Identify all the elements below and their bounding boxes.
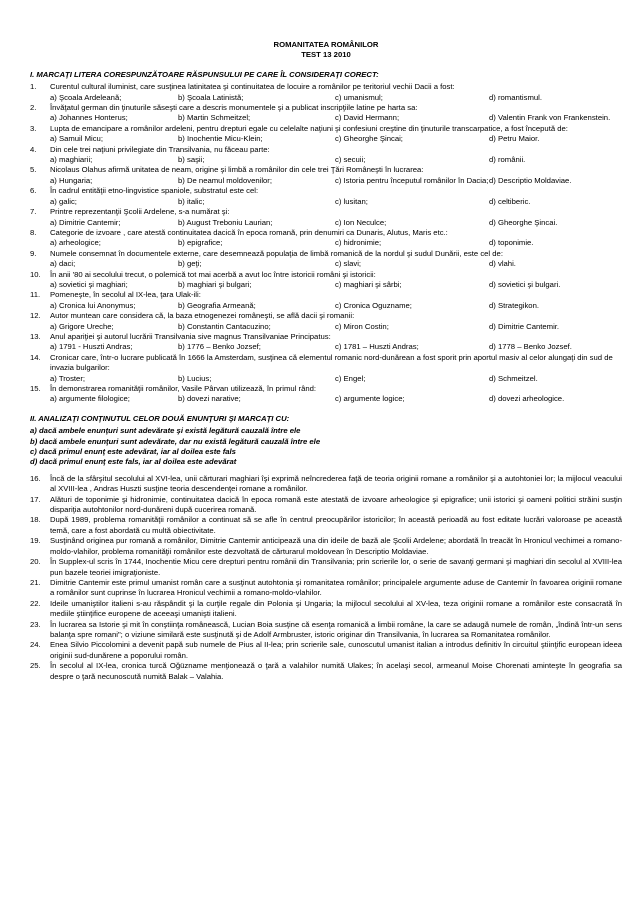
answer-option: b) saşii; <box>178 155 205 165</box>
answer-options <box>50 280 622 290</box>
statement-text: În lucrarea sa Istorie şi mit în conştiinţa românească, Lucian Boia susţine că esenţa romanică a limbii române, la care se adaugă numele de român, „îndină într-un sens balanţa spre romani"; o viziune similară este susţinută şi de Adolf Armbruster, istoric originar din Transilvania, în lucrarea sa Romanitatea românilor. <box>50 619 622 639</box>
statement-text: Ideile umaniştilor italieni s-au răspândit şi la curţile regale din Polonia şi Ungaria; la mijlocul secolului al XV-lea, teza originii romane a românilor este consacrată în mediile ştiinţifice europene de aceeaşi umanişti italieni. <box>50 598 622 619</box>
question-body <box>50 103 622 124</box>
statement-item <box>30 661 622 682</box>
question-number: 7. <box>30 207 37 217</box>
question-item <box>30 82 622 103</box>
answer-option: c) umanismul; <box>335 92 383 102</box>
answer-option: d) vlahi. <box>489 259 516 269</box>
question-number: 10. <box>30 269 41 279</box>
answer-option: c) Cronica Oguzname; <box>335 300 412 310</box>
question-text: În cadrul entităţii etno-lingvistice spaniole, substratul este cel: <box>50 186 259 196</box>
statement-text: În secolul al IX-lea, cronica turcă Oğüzname menţionează o ţară a valahilor numită Ulakes; în acelaşi secol, armeanul Moise Chorenati aminteşte în geografia sa despre o ţară necunoscută numită Balak – Valahia. <box>50 661 622 681</box>
answer-option: c) Engel; <box>335 373 366 383</box>
question-item <box>30 207 622 228</box>
answer-option: d) toponimie. <box>489 238 534 248</box>
answer-option: c) lusitan; <box>335 196 368 206</box>
question-item <box>30 332 622 353</box>
question-text: Anul apariţiei şi autorul lucrării Transilvania sive magnus Transilvaniae Principatus: <box>50 331 331 341</box>
answer-option: d) Valentin Frank von Frankenstein. <box>489 113 611 123</box>
answer-option: b) Lucius; <box>178 373 212 383</box>
legend-line: b) dacă ambele enunţuri sunt adevărate, dar nu există legătură cauzală între ele <box>30 436 321 446</box>
answer-option: c) argumente logice; <box>335 394 405 404</box>
answer-option: a) Şcoala Ardeleană; <box>50 92 122 102</box>
question-item <box>30 124 622 145</box>
answer-option: a) Dimitrie Cantemir; <box>50 217 121 227</box>
answer-option: a) Hungaria; <box>50 175 93 185</box>
answer-options <box>50 218 622 228</box>
answer-options <box>50 374 622 384</box>
answer-option: a) Troster; <box>50 373 86 383</box>
answer-option: b) Geografia Armeană; <box>178 300 256 310</box>
answer-options <box>50 176 622 186</box>
question-item <box>30 290 622 311</box>
question-text: În demonstrarea romanităţii românilor, Vasile Pârvan utilizează, în primul rând: <box>50 384 317 393</box>
answer-option: d) dovezi arheologice. <box>489 394 565 404</box>
question-item <box>30 228 622 249</box>
statement-number: 19. <box>30 536 41 546</box>
answer-option: a) maghiarii; <box>50 155 93 165</box>
question-item <box>30 270 622 291</box>
statement-number: 17. <box>30 494 41 504</box>
question-item <box>30 165 622 186</box>
statement-text: În Supplex-ul scris în 1744, Inochentie Micu cere drepturi pentru românii din Transilvania; prin scrierile lor, o serie de savanţi germani şi maghiari din secolul al XVIII-lea pun bazele teoriei imigraţioniste. <box>50 557 622 577</box>
document <box>30 40 622 682</box>
answer-option: c) Ion Neculce; <box>335 217 387 227</box>
statement-item <box>30 495 622 516</box>
answer-option: b) italic; <box>178 196 205 206</box>
answer-option: a) galic; <box>50 196 77 206</box>
answer-option: c) Miron Costin; <box>335 321 389 331</box>
answer-option: d) Descriptio Moldaviae. <box>489 175 572 185</box>
answer-option: b) August Treboniu Laurian; <box>178 217 273 227</box>
legend-line: a) dacă ambele enunţuri sunt adevărate şi există legătură cauzală între ele <box>30 426 301 436</box>
statement-item <box>30 536 622 557</box>
answer-option: a) arheologice; <box>50 238 101 248</box>
question-number: 4. <box>30 144 37 154</box>
answer-option: a) Cronica lui Anonymus; <box>50 300 136 310</box>
section2-statements <box>30 474 622 682</box>
question-text: Numele consemnat în documentele externe, care desemnează populaţia de limbă romanică de la nordul şi sudul Dunării, este cel de: <box>50 248 503 258</box>
statement-number: 25. <box>30 661 41 671</box>
question-body <box>50 82 622 103</box>
question-number: 9. <box>30 248 37 258</box>
answer-option: c) slavi; <box>335 259 362 269</box>
question-number: 3. <box>30 123 37 133</box>
answer-options <box>50 113 622 123</box>
question-body <box>50 384 622 405</box>
answer-options <box>50 301 622 311</box>
answer-option: b) Şcoala Latinistă; <box>178 92 244 102</box>
answer-option: a) Grigore Ureche; <box>50 321 114 331</box>
answer-option: d) Strategikon. <box>489 300 539 310</box>
question-text: Autor muntean care considera că, la baza etnogenezei româneşti, se află dacii şi romanii: <box>50 311 355 321</box>
section2-heading: II. ANALIZAŢI CONŢINUTUL CELOR DOUĂ ENUNŢURI ŞI MARCAŢI CU: <box>30 413 290 423</box>
answer-options <box>50 259 622 269</box>
doc-title: ROMANITATEA ROMÂNILOR <box>273 40 379 49</box>
statement-text: După 1989, problema romanităţii românilor a continuat să se afle în centrul preocupărilor istoricilor; în această perioadă au fost editate lucrări valoroase pe această temă, care a fost abordată cu multă obiectivitate. <box>50 515 622 535</box>
statement-text: Încă de la sfârşitul secolului al XVI-lea, unii cărturari maghiari îşi exprimă neîncrederea faţă de teoria originii romane a românilor şi a autohtoniei lor; la mijlocul veacului al XVIII-lea , Andras Huszti susţine teoria descendenţei romane a românilor. <box>50 473 622 494</box>
question-text: Învăţatul german din ţinuturile săseşti care a descris monumentele şi a publicat inscripţiile latine pe harta sa: <box>50 103 418 113</box>
statement-number: 20. <box>30 557 41 567</box>
legend-line: c) dacă primul enunţ este adevărat, iar al doilea este fals <box>30 447 236 457</box>
question-body <box>50 186 622 207</box>
answer-options <box>50 134 622 144</box>
question-item <box>30 186 622 207</box>
question-item <box>30 249 622 270</box>
question-text: Pomeneşte, în secolul al IX-lea, ţara Ulak-ili: <box>50 290 201 300</box>
statement-item <box>30 515 622 536</box>
question-body <box>50 145 622 166</box>
question-body <box>50 249 622 270</box>
question-body <box>50 228 622 249</box>
question-number: 14. <box>30 352 41 362</box>
answer-option: a) Samuil Micu; <box>50 134 103 144</box>
question-number: 5. <box>30 165 37 175</box>
statement-item <box>30 620 622 641</box>
question-number: 1. <box>30 82 37 92</box>
answer-option: b) Inochentie Micu-Klein; <box>178 134 263 144</box>
question-number: 8. <box>30 227 37 237</box>
answer-option: a) Johannes Honterus; <box>50 113 128 123</box>
question-number: 13. <box>30 331 41 341</box>
answer-options <box>50 197 622 207</box>
answer-option: d) Dimitrie Cantemir. <box>489 321 560 331</box>
answer-option: a) sovietici şi maghiari; <box>50 279 128 289</box>
question-text: Curentul cultural iluminist, care susţinea latinitatea şi continuitatea de locuire a românilor pe teritoriul vechii Dacii a fost: <box>50 82 455 92</box>
statement-text: Enea Silvio Piccolomini a devenit papă sub numele de Pius al II-lea; prin scrierile sale, cunoscutul umanist italian a introdus definitiv în circuitul ştiinţific european ideea originii sud-dunărene a poporului român. <box>50 640 622 660</box>
answer-option: b) Constantin Cantacuzino; <box>178 321 271 331</box>
question-text: Printre reprezentanţii Şcolii Ardelene, s-a numărat şi: <box>50 207 230 217</box>
answer-option: c) 1781 – Huszti Andras; <box>335 342 419 352</box>
question-body <box>50 290 622 311</box>
answer-options <box>50 322 622 332</box>
question-body <box>50 353 622 384</box>
statement-number: 22. <box>30 598 41 608</box>
answer-option: d) Gheorghe Şincai. <box>489 217 558 227</box>
statement-number: 18. <box>30 515 41 525</box>
question-body <box>50 270 622 291</box>
answer-option: b) 1776 – Benko Jozsef; <box>178 342 261 352</box>
question-number: 2. <box>30 103 37 113</box>
question-text: Cronicar care, într-o lucrare publicată în 1666 la Amsterdam, susţinea că elementul romanic nord-dunărean a fost sporit prin aportul masiv al celor alungaţi din sud de invazia bulgarilor: <box>50 352 613 373</box>
answer-option: c) secuii; <box>335 155 366 165</box>
question-text: Categorie de izvoare , care atestă continuitatea dacică în epoca romană, prin denumiri ca Dunaris, Alutus, Maris etc.: <box>50 227 448 237</box>
question-item <box>30 384 622 405</box>
statement-number: 16. <box>30 473 41 483</box>
answer-option: b) geţi; <box>178 259 202 269</box>
doc-subtitle: TEST 13 2010 <box>301 50 351 60</box>
answer-option: b) dovezi narative; <box>178 394 241 404</box>
question-text: Lupta de emancipare a românilor ardeleni, pentru drepturi egale cu celelalte naţiuni şi confesiuni creştine din ţinuturile transcarpatice, a fost începută de: <box>50 123 568 133</box>
question-body <box>50 207 622 228</box>
answer-option: d) 1778 – Benko Jozsef. <box>489 342 572 352</box>
statement-item <box>30 640 622 661</box>
answer-option: d) Schmeitzel. <box>489 373 538 383</box>
answer-option: a) daci; <box>50 259 76 269</box>
question-number: 11. <box>30 290 41 300</box>
statement-text: Susţinând originea pur romană a românilor, Dimitrie Cantemir anticipează una din ideile de bază ale Şcolii Ardelene; abordată în treacăt în Hronicul vechimei a romano-moldo-vlahilor, problema romanităţii românilor este dezvoltată de cărturarul moldovean în Descriptio Moldaviae. <box>50 536 622 556</box>
section2-legend <box>30 426 622 468</box>
statement-number: 24. <box>30 640 41 650</box>
question-body <box>50 332 622 353</box>
question-body <box>50 124 622 145</box>
statement-number: 21. <box>30 577 41 587</box>
answer-option: d) românii. <box>489 155 526 165</box>
question-number: 15. <box>30 384 41 393</box>
answer-option: c) David Hermann; <box>335 113 400 123</box>
question-item <box>30 103 622 124</box>
answer-options <box>50 342 622 352</box>
statement-text: Alături de toponimie şi hidronimie, continuitatea dacică în epoca romană este atestată de izvoare arheologice şi epigrafice; unii istorici şi oameni politici străini susţin dispariţia autohtonilor nord-dunăreni după cucerirea romană. <box>50 494 622 515</box>
statement-item <box>30 474 622 495</box>
answer-options <box>50 238 622 248</box>
question-body <box>50 165 622 186</box>
answer-option: b) De neamul moldovenilor; <box>178 175 273 185</box>
statement-number: 23. <box>30 619 41 629</box>
section1-questions <box>30 82 622 405</box>
answer-option: d) Petru Maior. <box>489 134 540 144</box>
question-text: Din cele trei naţiuni privilegiate din Transilvania, nu făceau parte: <box>50 144 270 154</box>
question-item <box>30 353 622 384</box>
question-item <box>30 311 622 332</box>
answer-option: c) Gheorghe Şincai; <box>335 134 403 144</box>
answer-option: b) epigrafice; <box>178 238 223 248</box>
question-item <box>30 145 622 166</box>
answer-option: b) maghiari şi bulgari; <box>178 279 252 289</box>
answer-option: d) romantismul. <box>489 92 542 102</box>
answer-option: a) 1791 - Huszti Andras; <box>50 342 133 352</box>
question-number: 12. <box>30 311 41 321</box>
answer-option: c) maghiari şi sârbi; <box>335 279 402 289</box>
statement-item <box>30 599 622 620</box>
statement-item <box>30 578 622 599</box>
question-text: În anii '80 ai secolului trecut, o polemică tot mai acerbă a avut loc între istoricii români şi istoricii: <box>50 269 376 279</box>
statement-text: Dimitrie Cantemir este primul umanist român care a susţinut autohtonia şi romanitatea românilor; principalele argumente aduse de Cantemir în favoarea originii romane a românilor sunt cuprinse în lucrarea Hronicul vechimii a romano-moldo-vlahilor. <box>50 577 622 598</box>
section1-heading: I. MARCAŢI LITERA CORESPUNZĂTOARE RĂSPUNSULUI PE CARE ÎL CONSIDERAŢI CORECT: <box>30 69 379 79</box>
answer-options <box>50 155 622 165</box>
answer-option: d) sovietici şi bulgari. <box>489 279 561 289</box>
statement-item <box>30 557 622 578</box>
answer-options <box>50 394 622 404</box>
answer-options <box>50 93 622 103</box>
question-text: Nicolaus Olahus afirmă unitatea de neam, origine şi limbă a românilor din cele trei Ţări Româneşti în lucrarea: <box>50 165 424 175</box>
question-number: 6. <box>30 186 37 196</box>
answer-option: d) celtiberic. <box>489 196 531 206</box>
answer-option: c) hidronimie; <box>335 238 382 248</box>
legend-line: d) dacă primul enunţ este fals, iar al doilea este adevărat <box>30 457 237 467</box>
answer-option: a) argumente filologice; <box>50 394 130 404</box>
question-body <box>50 311 622 332</box>
answer-option: c) Istoria pentru începutul românilor în Dacia; <box>335 175 489 185</box>
answer-option: b) Martin Schmeitzel; <box>178 113 251 123</box>
